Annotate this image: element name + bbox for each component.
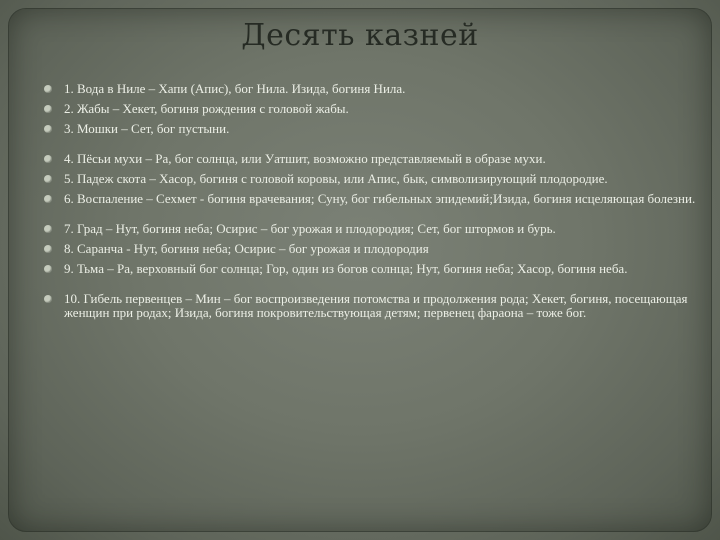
- bullet-group: [44, 222, 704, 276]
- list-item-text: 2. Жабы – Хекет, богиня рождения с головой жабы.: [64, 101, 349, 116]
- bullet-icon: [44, 295, 52, 303]
- slide-content: [44, 82, 704, 336]
- list-item: [44, 102, 704, 116]
- list-item: [44, 262, 704, 276]
- list-item-text: 8. Саранча - Нут, богиня неба; Осирис – бог урожая и плодородия: [64, 241, 429, 256]
- bullet-icon: [44, 105, 52, 113]
- list-item-text: 5. Падеж скота – Хасор, богиня с головой коровы, или Апис, бык, символизирующий плодородие.: [64, 171, 608, 186]
- list-item-text: 10. Гибель первенцев – Мин – бог воспроизведения потомства и продолжения рода; Хекет, богиня, посещающая женщин при родах; Изида, богиня покровительствующая детям; первенец фараона – тоже бог.: [64, 291, 688, 320]
- list-item: [44, 122, 704, 136]
- list-item: [44, 292, 704, 320]
- bullet-group: [44, 82, 704, 136]
- list-item: [44, 152, 704, 166]
- slide-title: Десять казней: [241, 18, 479, 53]
- bullet-icon: [44, 245, 52, 253]
- bullet-icon: [44, 175, 52, 183]
- bullet-group: [44, 292, 704, 320]
- list-item-text: 6. Воспаление – Сехмет - богиня врачевания; Суну, бог гибельных эпидемий;Изида, богиня исцеляющая болезни.: [64, 191, 696, 206]
- list-item-text: 3. Мошки – Сет, бог пустыни.: [64, 121, 230, 136]
- list-item-text: 9. Тьма – Ра, верховный бог солнца; Гор, один из богов солнца; Нут, богиня неба; Хасор, богиня неба.: [64, 261, 628, 276]
- bullet-icon: [44, 155, 52, 163]
- list-item: [44, 222, 704, 236]
- bullet-icon: [44, 265, 52, 273]
- list-item: [44, 172, 704, 186]
- bullet-icon: [44, 125, 52, 133]
- bullet-group: [44, 152, 704, 206]
- list-item: [44, 192, 704, 206]
- list-item-text: 1. Вода в Ниле – Хапи (Апис), бог Нила. Изида, богиня Нила.: [64, 81, 406, 96]
- list-item-text: 4. Пёсьи мухи – Ра, бог солнца, или Уатшит, возможно представляемый в образе мухи.: [64, 151, 546, 166]
- bullet-icon: [44, 225, 52, 233]
- bullet-icon: [44, 195, 52, 203]
- bullet-icon: [44, 85, 52, 93]
- list-item-text: 7. Град – Нут, богиня неба; Осирис – бог урожая и плодородия; Сет, бог штормов и бурь.: [64, 221, 556, 236]
- list-item: [44, 82, 704, 96]
- list-item: [44, 242, 704, 256]
